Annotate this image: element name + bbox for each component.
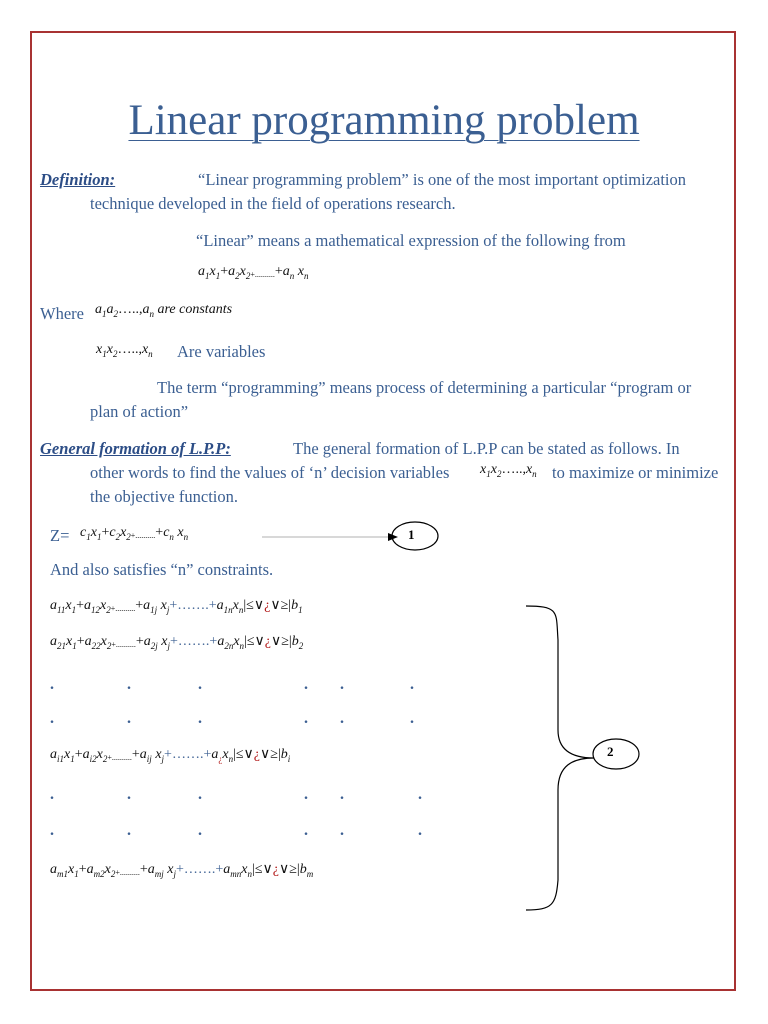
- dot-row-4: . . . . . .: [50, 822, 422, 839]
- objective-expression: $c_1x_1+c_2x_2+..........+c_n$ $x_n$: [80, 525, 189, 542]
- are-variables: Are variables: [177, 342, 266, 361]
- page-title: Linear programming problem: [128, 97, 640, 144]
- programming-line1: The term “programming” means process of determining a particular “program or: [157, 378, 692, 397]
- variables-expression: $x_1x_2\dots..,x_n$: [96, 342, 153, 359]
- constraints-text: And also satisfies “n” constraints.: [50, 560, 274, 579]
- linear-meaning: “Linear” means a mathematical expression of the following from: [196, 231, 626, 250]
- equation-label-2: 2: [607, 744, 614, 759]
- general-line2b: to maximize or minimize: [552, 463, 719, 482]
- decision-variables-expression: $x_1x_2\dots..,x_n$: [480, 462, 537, 479]
- equation-label-2-ellipse: [593, 739, 639, 769]
- constraint-row-m: $a_{m1}x_1+a_{m2}x_2+..........+a_{mj}$ $x_j+\dots\dots.+a_{mn}x_n|\le\vee¿\vee\ge|b_m$: [50, 862, 314, 879]
- dot-row-3: . . . . . .: [50, 786, 422, 803]
- definition-line1: “Linear programming problem” is one of the most important optimization: [198, 170, 687, 189]
- dot-row-1: . . . . . .: [50, 676, 414, 693]
- constants-expression: $a_1a_2\dots..,a_n$ are constants: [95, 302, 233, 319]
- are-constants: are constants: [157, 302, 233, 317]
- definition-line2: technique developed in the field of operations research.: [90, 194, 456, 213]
- general-heading: General formation of L.P.P:: [40, 439, 231, 458]
- linear-expression: $a_1x_1+a_2x_2+..........+a_n$ $x_n$: [198, 264, 309, 281]
- constraints-brace: [526, 606, 594, 910]
- general-line2a: other words to find the values of ‘n’ decision variables: [90, 463, 450, 482]
- constraint-row-i: $a_{i1}x_1+a_{i2}x_2+..........+a_{ij}$ $x_j+\dots\dots.+a_¿x_n|\le\vee¿\vee\ge|b_i$: [50, 747, 291, 764]
- equation-label-1-ellipse: [392, 522, 438, 550]
- definition-heading: Definition:: [40, 170, 116, 189]
- programming-line2: plan of action”: [90, 402, 189, 421]
- constraint-row-2: $a_{21}x_1+a_{22}x_2+..........+a_{2j}$ $x_j+\dots\dots.+a_{2n}x_n|\le\vee¿\vee\ge|b_2$: [50, 634, 304, 651]
- general-line1: The general formation of L.P.P can be stated as follows. In: [293, 439, 680, 458]
- equation-label-1: 1: [408, 527, 415, 542]
- constraint-row-1: $a_{11}x_1+a_{12}x_2+..........+a_{1j}$ $x_j+\dots\dots.+a_{1n}x_n|\le\vee¿\vee\ge|b_1$: [50, 598, 303, 615]
- where-label: Where: [40, 304, 84, 323]
- z-label: Z=: [50, 526, 70, 545]
- dot-row-2: . . . . . .: [50, 710, 414, 727]
- general-line3: the objective function.: [90, 487, 238, 506]
